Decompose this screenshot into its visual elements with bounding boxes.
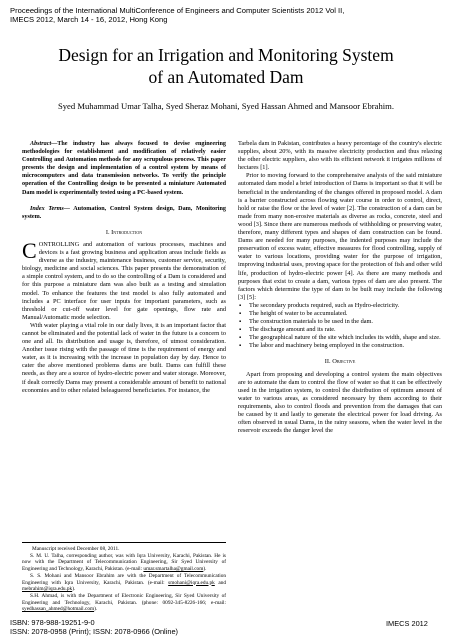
right-paragraph-1: Tarbela dam in Pakistan, contributes a heavy percentage of the country's electric supplies, about 20%, with its massive electricity production and thus relaxing the other electric suppliers, also with its efficient network it irrigates millions of hectares [1]. xyxy=(238,140,442,172)
section-heading-objective xyxy=(238,358,442,366)
footnote-block xyxy=(22,542,226,613)
footnote-3-end: ). xyxy=(94,606,98,613)
footnote-author-2 xyxy=(22,573,226,593)
abstract-text: —The industry has always focused to devise engineering methodologies for establishment and modification of relatively easier Controlling and Automation methods for any scrupulous process. This paper presents the design and implementation of a control system by means of microcomputers and data transmission networks. To verify the principle operation of the Controlling design to be presented a miniature Automated Dam model is experimentally tested using a PC-based system. xyxy=(22,141,226,196)
email-link[interactable]: syedhassan_ahmed@hotmail.com xyxy=(22,606,95,613)
email-link[interactable]: mebrahim@iqra.edu.pk xyxy=(22,586,73,593)
intro-paragraph-1 xyxy=(22,237,226,322)
footnote-2-end: ). xyxy=(72,586,76,593)
section-heading-introduction xyxy=(22,229,226,237)
abstract xyxy=(22,140,226,197)
section-title: Objective xyxy=(332,358,356,366)
index-terms-text: — Automation, Control System design, Dam, Monitoring system. xyxy=(22,205,226,220)
header-line-2: IMECS 2012, March 14 - 16, 2012, Hong Kong xyxy=(10,15,168,25)
list-item: ▪ The secondary products required, such as Hydro-electricity. xyxy=(249,302,442,310)
list-item: ▪ The geographical nature of the site which includes its width, shape and size. xyxy=(249,334,442,342)
right-column xyxy=(238,140,442,435)
section-numeral: I. xyxy=(105,228,110,236)
footnote-3-text: S.H. Ahmad, is with the Department of Electronic Engineering, Sir Syed University of Engineering and Technology, Karachi, Pakistan. (phone: 0092-345-8226-166; e-mail: xyxy=(22,592,226,606)
intro-paragraph-2: With water playing a vital role in our daily lives, it is an important factor that cannot be eliminated and the potential lack of water in the future is a concern to one and all. Its distribution and usage is, therefore, of utmost consideration. Another issue rising with the passage of time is the requirement of energy and water, as it is increasing with the increase in population day by day. Hence to cater the above mentioned problems dams are built. Dams can fulfill these needs, as they are a source of hydro-electric power and water storage. Moreover, if dealt correctly Dams may present a considerable amount of benefit to national economies and to other related beleaguered beneficiaries. For instance, the xyxy=(22,321,226,394)
section-numeral: II. xyxy=(324,358,331,366)
title-line-2: of an Automated Dam xyxy=(148,67,304,87)
list-item: ▪ The construction materials to be used in the dam. xyxy=(249,318,442,326)
objective-paragraph: Apart from proposing and developing a control system the main objectives are to automate the dam to control the flow of water so that it can be effectively used in the irrigation system, to control the distribution of optimum amount of water to various areas, as considered necessary by them according to their requirements, also to control floods and prevention from the damages that can be caused by it and lastly to generate the electrical power for load driving. As often observed in usual Dams, in the rainy seasons, when the water level in the reservoir exceeds the danger level the xyxy=(238,370,442,435)
list-item: ▪ The height of water to be accumulated. xyxy=(249,310,442,318)
email-link[interactable]: umar.smartalha@gmail.com xyxy=(143,566,204,573)
footnote-2-text: S. S. Mohani and Mansoor Ebrahim are with the Department of Telecommunication Engineering with Iqra University, Karachi, Pakistan. (e-mail: xyxy=(22,572,226,586)
dam-factors-list xyxy=(238,302,442,351)
footnote-received: Manuscript received December 08, 2011. xyxy=(32,546,120,552)
footer-conference: IMECS 2012 xyxy=(386,619,428,628)
isbn: ISBN: 978-988-19251-9-0 xyxy=(10,618,95,627)
list-item: ▪ The discharge amount and its rate. xyxy=(249,326,442,334)
left-column xyxy=(22,140,226,395)
index-terms-label: Index Terms xyxy=(30,205,64,212)
footer-identifiers xyxy=(10,618,178,637)
footnote-author-1 xyxy=(22,553,226,573)
issn: ISSN: 2078-0958 (Print); ISSN: 2078-0966 (Online) xyxy=(10,627,179,637)
paper-title xyxy=(0,44,452,88)
header-line-1: Proceedings of the International MultiConference of Engineers and Computer Scientists 2012 Vol II, xyxy=(10,6,345,15)
title-line-1: Design for an Irrigation and Monitoring System xyxy=(58,45,394,65)
index-terms xyxy=(22,205,226,221)
right-paragraph-2: Prior to moving forward to the comprehensive analysis of the said miniature automated dam model a brief introduction of Dams is important so that it will be beneficial in the understanding of the changes offered in proposed model. A dam is a barrier constructed across flowing water course in order to control, direct, hold or raise the flow or the level of water [2]. The construction of a dam can be made from many non-erosive materials as diverse as rocks, concrete, steel and wood [3]. Since there are numerous methods of withholding or preserving water, therefore, many different types and shapes of dam construction can be found. Dams are needed for many purposes, the indented purposes may include the preservation of excess water, effective measures for flood controlling, supply of water to various locations, providing water for the purpose of irrigation, improving industrial uses, proving space for the protection of fish and other wild life, production of hydro-electric power [4]. As there are many methods and purposes that exist to create a dam, various types of dam are also present. The factors which determine the type of dam to be built may include the following [3] [5]: xyxy=(238,172,442,301)
drop-cap: C xyxy=(22,237,37,263)
author-list: Syed Muhammad Umar Talha, Syed Sheraz Mohani, Syed Hassan Ahmed and Mansoor Ebrahim. xyxy=(57,101,394,111)
section-title: Introduction xyxy=(111,228,143,236)
footnote-2-mid: and xyxy=(214,579,226,586)
footnote-1-end: ). xyxy=(203,566,207,573)
abstract-label: Abstract xyxy=(30,141,52,147)
intro-paragraph-1-text: ONTROLLING and automation of various processes, machines and devices is a fast growing business and application areas include fields as diverse as the industry, maintenance business, customer service, security, biology, medicine and social sciences. This paper presents the demonstration of a simple control system, and to do so the controlling of a Dam is considered and for this purpose a miniature dam was also built as a testing and simulation model. To enhance the features the test model is also fully automated and includes a PC interface for user inputs for important parameters, such as threshold or cut-off water level for gate openings, flow rate and Manual/Automatic mode selection. xyxy=(22,240,226,321)
footnote-author-3 xyxy=(22,593,226,613)
footnote-1-text: S. M. U. Talha, corresponding author, was with Iqra University, Karachi, Pakistan. He is now with the Department of Telecommunication Engineering, Sir Syed University of Engineering and Technology, Karachi, Pakistan. (e-mail: xyxy=(22,552,226,573)
running-header xyxy=(10,6,344,25)
list-item: ▪ The labor and machinery being employed in the construction. xyxy=(249,342,442,350)
email-link[interactable]: smohani@iqra.edu.pk xyxy=(168,579,215,586)
